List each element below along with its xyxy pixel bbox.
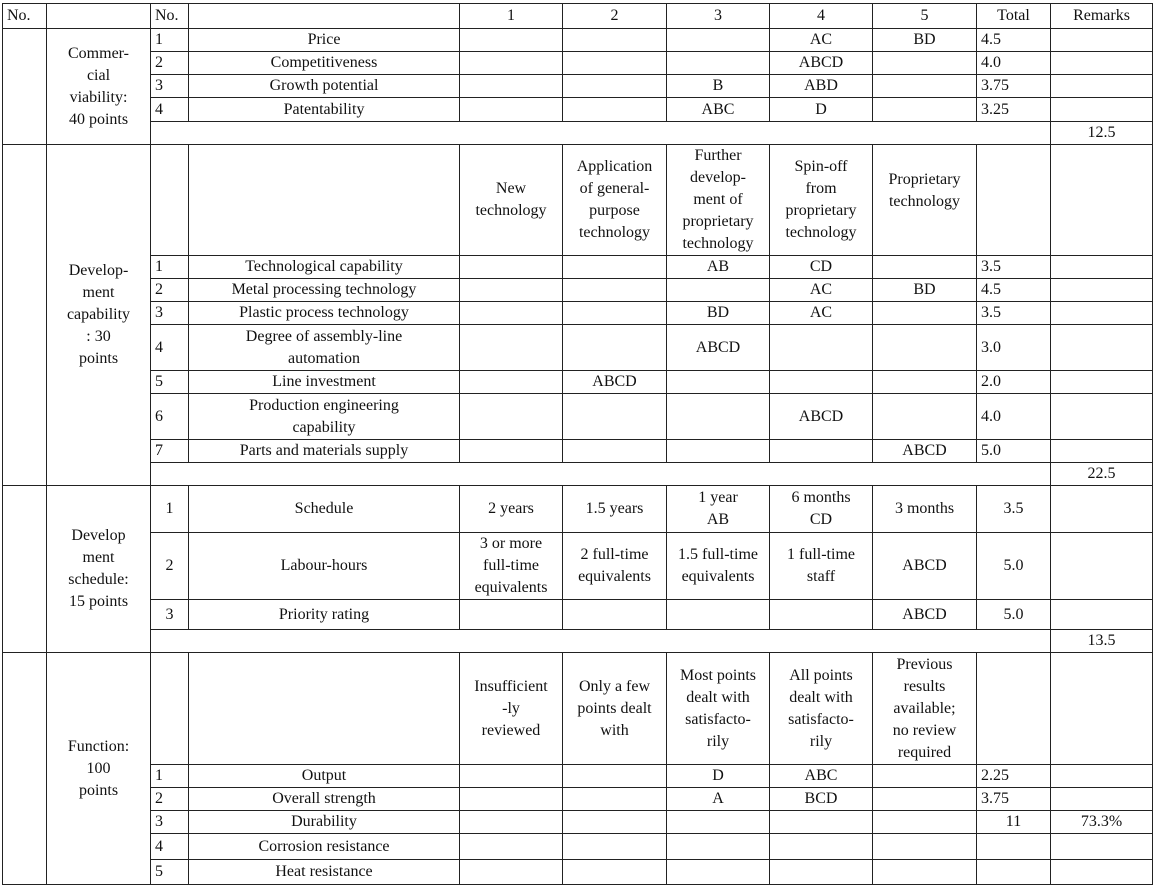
header-level-2: 2 bbox=[563, 4, 667, 29]
item-no: 3 bbox=[151, 75, 189, 98]
cell bbox=[770, 600, 873, 630]
table-row bbox=[3, 279, 1153, 302]
cell bbox=[460, 75, 563, 98]
cell: 1.5 full-time equivalents bbox=[667, 533, 770, 600]
header-no-sub: No. bbox=[151, 4, 189, 29]
cell: ABC bbox=[770, 765, 873, 788]
cell bbox=[460, 834, 563, 860]
cell: ABCD bbox=[873, 440, 977, 463]
header-level-1: 1 bbox=[460, 4, 563, 29]
cell bbox=[460, 325, 563, 371]
cell: A bbox=[667, 788, 770, 811]
item-total: 11 bbox=[977, 811, 1051, 834]
table-row bbox=[3, 145, 1153, 256]
level-header: All points dealt with satisfacto- rily bbox=[770, 653, 873, 765]
item-total: 5.0 bbox=[977, 533, 1051, 600]
cell bbox=[460, 302, 563, 325]
cell bbox=[873, 52, 977, 75]
table-row bbox=[3, 98, 1153, 122]
level-header: Application of general- purpose technology bbox=[563, 145, 667, 256]
item-name bbox=[189, 145, 460, 256]
section-no-cell bbox=[3, 653, 47, 885]
table-row bbox=[3, 653, 1153, 765]
header-blank bbox=[47, 4, 151, 29]
item-total bbox=[977, 860, 1051, 885]
cell bbox=[563, 860, 667, 885]
cell bbox=[563, 765, 667, 788]
item-no: 1 bbox=[151, 486, 189, 533]
item-remarks bbox=[1051, 279, 1153, 302]
cell: 3 or more full-time equivalents bbox=[460, 533, 563, 600]
section-label-schedule: Develop ment schedule: 15 points bbox=[47, 486, 151, 653]
cell: D bbox=[770, 98, 873, 122]
cell: 3 months bbox=[873, 486, 977, 533]
item-no: 2 bbox=[151, 788, 189, 811]
item-remarks bbox=[1051, 765, 1153, 788]
subtotal-spacer bbox=[151, 122, 1051, 145]
cell bbox=[667, 371, 770, 394]
item-total: 3.75 bbox=[977, 788, 1051, 811]
cell bbox=[667, 394, 770, 440]
cell: ABCD bbox=[873, 600, 977, 630]
level-header: New technology bbox=[460, 145, 563, 256]
item-remarks bbox=[1051, 533, 1153, 600]
cell bbox=[563, 279, 667, 302]
item-name: Priority rating bbox=[189, 600, 460, 630]
cell bbox=[460, 788, 563, 811]
level-header: Only a few points dealt with bbox=[563, 653, 667, 765]
item-name: Metal processing technology bbox=[189, 279, 460, 302]
section-label-function: Function: 100 points bbox=[47, 653, 151, 885]
item-no: 3 bbox=[151, 302, 189, 325]
cell bbox=[460, 98, 563, 122]
cell bbox=[563, 29, 667, 52]
cell: 1.5 years bbox=[563, 486, 667, 533]
cell bbox=[770, 325, 873, 371]
item-remarks bbox=[1051, 653, 1153, 765]
subtotal-row bbox=[3, 630, 1153, 653]
cell bbox=[563, 834, 667, 860]
cell bbox=[770, 371, 873, 394]
item-name: Labour-hours bbox=[189, 533, 460, 600]
item-total: 2.25 bbox=[977, 765, 1051, 788]
item-name: Durability bbox=[189, 811, 460, 834]
cell: BCD bbox=[770, 788, 873, 811]
item-no: 4 bbox=[151, 834, 189, 860]
cell bbox=[873, 788, 977, 811]
level-header: Spin-off from proprietary technology bbox=[770, 145, 873, 256]
cell bbox=[873, 98, 977, 122]
cell: D bbox=[667, 765, 770, 788]
item-no: 7 bbox=[151, 440, 189, 463]
cell: AC bbox=[770, 302, 873, 325]
cell bbox=[873, 765, 977, 788]
item-no: 1 bbox=[151, 29, 189, 52]
cell bbox=[460, 811, 563, 834]
subtotal-row bbox=[3, 122, 1153, 145]
section-label-development: Develop- ment capability : 30 points bbox=[47, 145, 151, 486]
level-header: Further develop- ment of proprietary technology bbox=[667, 145, 770, 256]
item-name: Patentability bbox=[189, 98, 460, 122]
cell bbox=[770, 440, 873, 463]
evaluation-table bbox=[2, 3, 1153, 885]
cell: BD bbox=[873, 29, 977, 52]
cell bbox=[563, 394, 667, 440]
table-row bbox=[3, 256, 1153, 279]
table-row bbox=[3, 302, 1153, 325]
cell: AC bbox=[770, 29, 873, 52]
cell bbox=[563, 302, 667, 325]
cell: 6 months CD bbox=[770, 486, 873, 533]
item-no bbox=[151, 145, 189, 256]
item-remarks bbox=[1051, 325, 1153, 371]
subtotal-value: 12.5 bbox=[1051, 122, 1153, 145]
cell bbox=[460, 29, 563, 52]
header-remarks: Remarks bbox=[1051, 4, 1153, 29]
item-remarks bbox=[1051, 145, 1153, 256]
cell bbox=[563, 256, 667, 279]
item-total: 3.75 bbox=[977, 75, 1051, 98]
item-name: Schedule bbox=[189, 486, 460, 533]
cell: CD bbox=[770, 256, 873, 279]
item-total: 4.5 bbox=[977, 279, 1051, 302]
item-total: 3.25 bbox=[977, 98, 1051, 122]
cell bbox=[667, 811, 770, 834]
item-remarks: 73.3% bbox=[1051, 811, 1153, 834]
item-total: 3.5 bbox=[977, 486, 1051, 533]
cell bbox=[667, 440, 770, 463]
cell: ABCD bbox=[770, 394, 873, 440]
table-row bbox=[3, 325, 1153, 371]
table-row bbox=[3, 440, 1153, 463]
item-total: 5.0 bbox=[977, 440, 1051, 463]
cell bbox=[460, 371, 563, 394]
item-name: Line investment bbox=[189, 371, 460, 394]
header-total: Total bbox=[977, 4, 1051, 29]
cell bbox=[873, 75, 977, 98]
item-no: 3 bbox=[151, 600, 189, 630]
item-name: Production engineering capability bbox=[189, 394, 460, 440]
cell: ABCD bbox=[770, 52, 873, 75]
item-name: Degree of assembly-line automation bbox=[189, 325, 460, 371]
cell bbox=[460, 52, 563, 75]
header-level-3: 3 bbox=[667, 4, 770, 29]
item-remarks bbox=[1051, 600, 1153, 630]
cell bbox=[873, 325, 977, 371]
level-header: Proprietary technology bbox=[873, 145, 977, 256]
item-name: Output bbox=[189, 765, 460, 788]
item-total bbox=[977, 834, 1051, 860]
cell bbox=[667, 834, 770, 860]
item-remarks bbox=[1051, 788, 1153, 811]
level-header: Most points dealt with satisfacto- rily bbox=[667, 653, 770, 765]
item-remarks bbox=[1051, 29, 1153, 52]
cell bbox=[563, 75, 667, 98]
table-row bbox=[3, 52, 1153, 75]
table-row bbox=[3, 486, 1153, 533]
cell: ABD bbox=[770, 75, 873, 98]
cell: ABCD bbox=[563, 371, 667, 394]
cell: BD bbox=[667, 302, 770, 325]
subtotal-spacer bbox=[151, 630, 1051, 653]
item-remarks bbox=[1051, 371, 1153, 394]
subtotal-row bbox=[3, 463, 1153, 486]
item-no: 1 bbox=[151, 765, 189, 788]
cell bbox=[873, 860, 977, 885]
item-total: 2.0 bbox=[977, 371, 1051, 394]
item-name: Corrosion resistance bbox=[189, 834, 460, 860]
item-remarks bbox=[1051, 394, 1153, 440]
table-row bbox=[3, 75, 1153, 98]
item-remarks bbox=[1051, 302, 1153, 325]
cell bbox=[770, 834, 873, 860]
item-total: 4.0 bbox=[977, 52, 1051, 75]
cell bbox=[873, 371, 977, 394]
cell bbox=[873, 394, 977, 440]
cell: ABC bbox=[667, 98, 770, 122]
cell bbox=[770, 811, 873, 834]
item-total: 4.0 bbox=[977, 394, 1051, 440]
cell bbox=[460, 860, 563, 885]
cell bbox=[873, 834, 977, 860]
table-row bbox=[3, 533, 1153, 600]
cell bbox=[460, 440, 563, 463]
level-header: Insufficient -ly reviewed bbox=[460, 653, 563, 765]
cell bbox=[460, 256, 563, 279]
item-no: 2 bbox=[151, 52, 189, 75]
cell bbox=[667, 29, 770, 52]
item-remarks bbox=[1051, 98, 1153, 122]
cell: AC bbox=[770, 279, 873, 302]
cell bbox=[460, 394, 563, 440]
item-total: 3.5 bbox=[977, 302, 1051, 325]
item-name: Plastic process technology bbox=[189, 302, 460, 325]
item-name bbox=[189, 653, 460, 765]
item-no: 4 bbox=[151, 325, 189, 371]
item-name: Growth potential bbox=[189, 75, 460, 98]
subtotal-spacer bbox=[151, 463, 1051, 486]
cell bbox=[563, 600, 667, 630]
item-no: 4 bbox=[151, 98, 189, 122]
subtotal-value: 13.5 bbox=[1051, 630, 1153, 653]
level-header: Previous results available; no review required bbox=[873, 653, 977, 765]
cell bbox=[873, 302, 977, 325]
table-row bbox=[3, 394, 1153, 440]
cell bbox=[563, 325, 667, 371]
section-no-cell bbox=[3, 145, 47, 486]
header-no: No. bbox=[3, 4, 47, 29]
header-row bbox=[3, 4, 1153, 29]
table-row bbox=[3, 600, 1153, 630]
cell: B bbox=[667, 75, 770, 98]
cell bbox=[667, 600, 770, 630]
cell: 1 year AB bbox=[667, 486, 770, 533]
item-no: 5 bbox=[151, 371, 189, 394]
item-no: 1 bbox=[151, 256, 189, 279]
item-total bbox=[977, 145, 1051, 256]
table-row bbox=[3, 29, 1153, 52]
item-no: 2 bbox=[151, 533, 189, 600]
item-remarks bbox=[1051, 52, 1153, 75]
cell: BD bbox=[873, 279, 977, 302]
cell: 2 years bbox=[460, 486, 563, 533]
cell: ABCD bbox=[873, 533, 977, 600]
item-name: Price bbox=[189, 29, 460, 52]
item-no: 5 bbox=[151, 860, 189, 885]
table-row bbox=[3, 811, 1153, 834]
item-total: 4.5 bbox=[977, 29, 1051, 52]
table-row bbox=[3, 834, 1153, 860]
cell bbox=[873, 811, 977, 834]
item-no: 3 bbox=[151, 811, 189, 834]
cell bbox=[563, 98, 667, 122]
item-remarks bbox=[1051, 440, 1153, 463]
subtotal-value: 22.5 bbox=[1051, 463, 1153, 486]
cell bbox=[460, 765, 563, 788]
item-remarks bbox=[1051, 834, 1153, 860]
cell: ABCD bbox=[667, 325, 770, 371]
cell bbox=[770, 860, 873, 885]
table-row bbox=[3, 765, 1153, 788]
item-total: 3.5 bbox=[977, 256, 1051, 279]
header-level-5: 5 bbox=[873, 4, 977, 29]
item-remarks bbox=[1051, 860, 1153, 885]
item-name: Competitiveness bbox=[189, 52, 460, 75]
item-name: Overall strength bbox=[189, 788, 460, 811]
cell: 2 full-time equivalents bbox=[563, 533, 667, 600]
table-row bbox=[3, 788, 1153, 811]
section-no-cell bbox=[3, 29, 47, 145]
cell bbox=[667, 52, 770, 75]
table-row bbox=[3, 860, 1153, 885]
table-row bbox=[3, 371, 1153, 394]
item-remarks bbox=[1051, 75, 1153, 98]
cell bbox=[667, 860, 770, 885]
cell bbox=[873, 256, 977, 279]
item-name: Technological capability bbox=[189, 256, 460, 279]
cell: 1 full-time staff bbox=[770, 533, 873, 600]
cell bbox=[563, 440, 667, 463]
item-name: Parts and materials supply bbox=[189, 440, 460, 463]
section-label-commercial: Commer- cial viability: 40 points bbox=[47, 29, 151, 145]
item-no bbox=[151, 653, 189, 765]
item-no: 6 bbox=[151, 394, 189, 440]
cell bbox=[563, 52, 667, 75]
item-no: 2 bbox=[151, 279, 189, 302]
cell bbox=[563, 811, 667, 834]
cell bbox=[460, 600, 563, 630]
cell: AB bbox=[667, 256, 770, 279]
item-name: Heat resistance bbox=[189, 860, 460, 885]
item-remarks bbox=[1051, 256, 1153, 279]
cell bbox=[563, 788, 667, 811]
item-total: 5.0 bbox=[977, 600, 1051, 630]
section-no-cell bbox=[3, 486, 47, 653]
item-remarks bbox=[1051, 486, 1153, 533]
item-total bbox=[977, 653, 1051, 765]
header-level-4: 4 bbox=[770, 4, 873, 29]
item-total: 3.0 bbox=[977, 325, 1051, 371]
header-item-blank bbox=[189, 4, 460, 29]
cell bbox=[460, 279, 563, 302]
cell bbox=[667, 279, 770, 302]
